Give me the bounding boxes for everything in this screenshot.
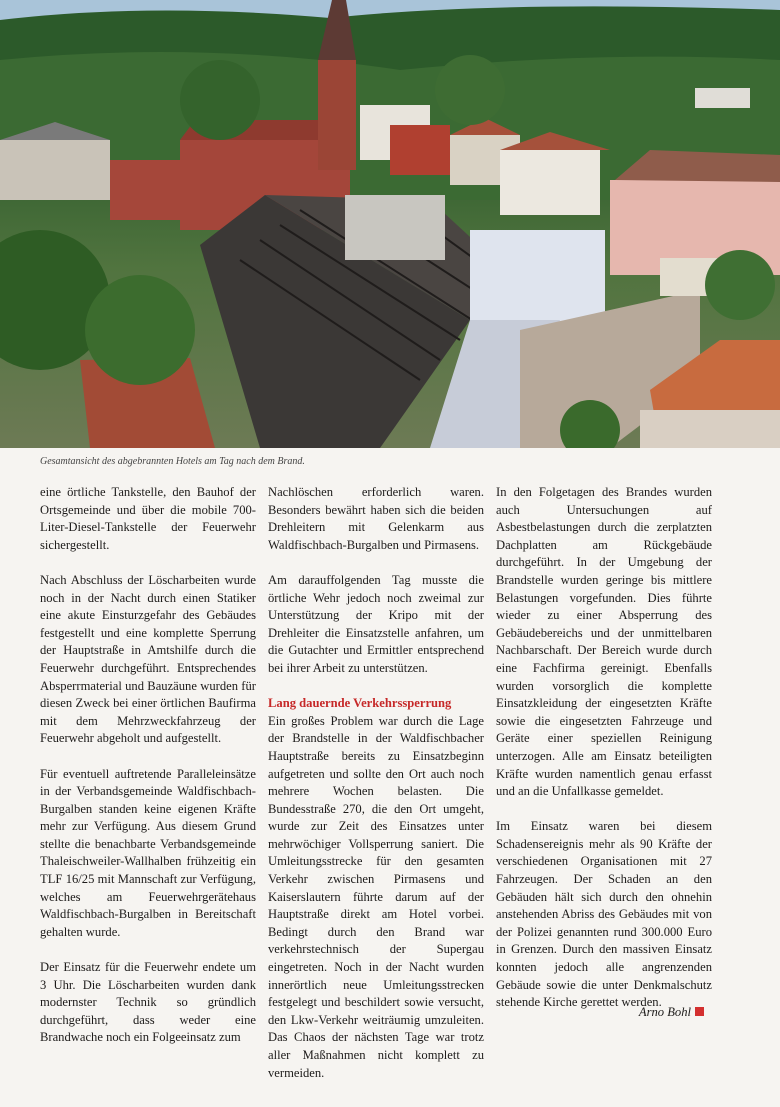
article-column-1 (40, 484, 256, 1065)
paragraph: Im Einsatz waren bei diesem Schadensereignis mehr als 90 Kräfte der verschiedenen Organisationen mit 27 Fahrzeugen. Der Schaden an den Gebäuden hält sich durch den ohnehin anstehenden Abriss des Gebäudes mit von der Polizei genannten rund 300.000 Euro in Grenzen. Durch den massiven Einsatz konnten jedoch alle angrenzenden Gebäude sowie die unter Denkmalschutz stehende Kirche gerettet werden. (496, 819, 712, 1010)
author-name: Arno Bohl (638, 1005, 691, 1019)
paragraph: Am darauffolgenden Tag musste die örtliche Wehr jedoch noch zweimal zur Unterstützung der Kripo mit der Drehleiter die Einsatzstelle anfahren, um die Gutachter und Ermittler entsprechend bei ihrer Arbeit zu unterstützen. (268, 572, 484, 675)
paragraph: Der Einsatz für die Feuerwehr endete um 3 Uhr. Die Löscharbeiten wurden dank modernster Technik so gründlich durchgeführt, dass weder eine Brandwache noch ein Folgeeinsatz zum (40, 960, 256, 1045)
paragraph: eine örtliche Tankstelle, den Bauhof der Ortsgemeinde und über die mobile 700-Liter-Diesel-Tankstelle der Feuerwehr sichergestellt. (40, 485, 256, 552)
section-subheading: Lang dauernde Verkehrssperrung (268, 696, 452, 711)
article-column-2 (268, 484, 484, 1100)
paragraph: In den Folgetagen des Brandes wurden auch Untersuchungen auf Asbestbelastungen durch die zerplatzten Dachplatten am Rückgebäude durchgeführt. In der Umgebung der Brandstelle wurden geringe bis mittlere Belastungen vorgefunden. Dies führte wieder zu einer Absperrung des Gebäudebereichs und der unmittelbaren Nachbarschaft. Der Bereich wurde durch eine Fachfirma gereinigt. Ebenfalls wurden vorsorglich die komplette Einsatzkleidung der eingesetzten Kräfte sowie die eingesetzten Fahrzeuge und Geräte einer speziellen Reinigung unterzogen. Alle am Einsatz beteiligten Kräfte wurden namentlich genau erfasst und an die Unfallkasse gemeldet. (496, 485, 712, 799)
aerial-photo-burned-hotel-icon (0, 0, 780, 448)
paragraph: Für eventuell auftretende Paralleleinsätze in der Verbandsgemeinde Waldfischbach-Burgalben standen keine eigenen Kräfte mehr zur Verfügung. Aus diesem Grund stellte die benachbarte Verbandsgemeinde Thaleischweiler-Wallhalben frühzeitig ein TLF 16/25 mit Mannschaft zur Verfügung, welches am Feuerwehrgerätehaus Waldfischbach-Burgalben in Bereitschaft gehalten wurde. (40, 766, 256, 939)
paragraph: Nachlöschen erforderlich waren. Besonders bewährt haben sich die beiden Drehleitern mit Gelenkarm aus Waldfischbach-Burgalben und Pirmasens. (268, 485, 484, 552)
paragraph: Ein großes Problem war durch die Lage der Brandstelle in der Waldfischbacher Hauptstraße bereits zu Einsatzbeginn aufgetreten und sollte den Ort auch noch mehrere Wochen belasten. Die Bundesstraße 270, die den Ort umgeht, wurde zur Zeit des Einsatzes unter mehrwöchiger Vollsperrung saniert. Die Umleitungsstrecke für den gesamten Verkehr zwischen Pirmasens und Kaiserslautern führte darum auf der Hauptstraße direkt am Hotel vorbei. Bedingt durch den Brand war verkehrstechnisch der Supergau eingetreten. Noch in der Nacht wurden innerörtlich neue Umleitungsstrecken festgelegt und beschildert sowie versucht, den Lkw-Verkehr weiträumig umzuleiten. Das Chaos der nächsten Tage war trotz aller Maßnahmen nicht komplett zu vermeiden. (268, 713, 484, 1080)
photo-caption: Gesamtansicht des abgebrannten Hotels am Tag nach dem Brand. (40, 456, 305, 467)
author-byline (496, 1005, 704, 1020)
end-mark-icon (695, 1007, 704, 1016)
article-column-3 (496, 484, 712, 1029)
paragraph: Nach Abschluss der Löscharbeiten wurde noch in der Nacht durch einen Statiker eine akute Einsturzgefahr des Gebäudes festgestellt und eine komplette Sperrung der Hauptstraße in Amtshilfe durch die Feuerwehr durchgeführt. Entsprechendes Absperrmaterial und Bauzäune wurden für diesen Zweck bei einer örtlichen Baufirma mit dem Mehrzweckfahrzeug der Feuerwehr abgeholt und aufgestellt. (40, 572, 256, 746)
article-photo (0, 0, 780, 448)
